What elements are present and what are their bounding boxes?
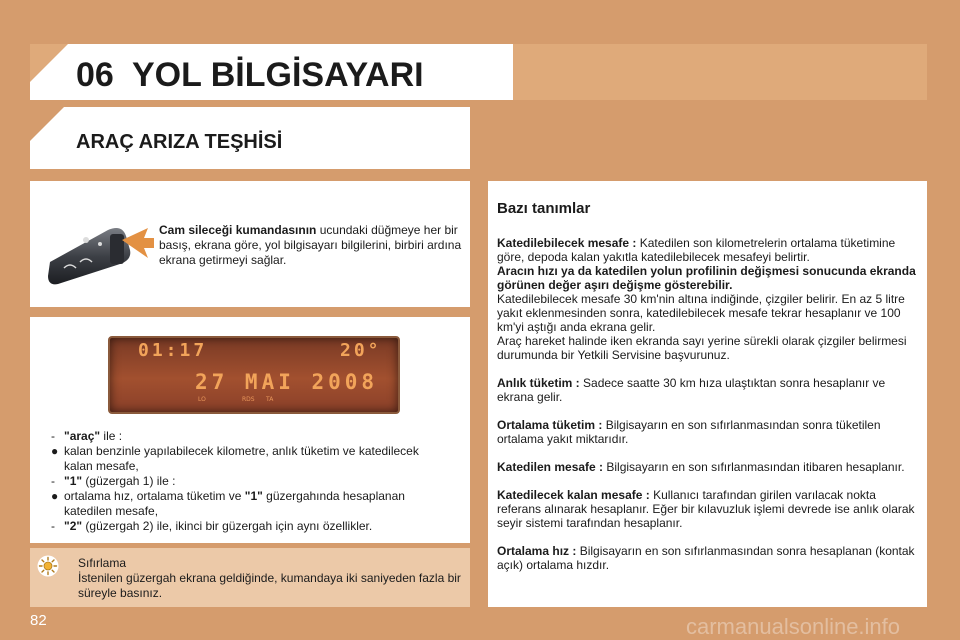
display-indicator-rds: RDS <box>242 396 255 403</box>
chapter-title: YOL BİLGİSAYARI <box>132 56 424 94</box>
list-item: ● kalan benzinle yapılabilecek kilometre, anlık tüketim ve katedilecek <box>51 444 419 458</box>
definition-item: Ortalama hız : Bilgisayarın en son sıfırlanmasından sonra hesaplanan (kontak açık) ortalama hızdır. <box>497 544 915 572</box>
definition-item: Katedilecek kalan mesafe : Kullanıcı tarafından girilen varılacak nokta referans alınarak hesaplanır. Eğer bir kılavuzluk işlemi devrede ise anlık olarak seyir sistemi tarafından hesaplanır. <box>497 488 915 530</box>
mode-list <box>51 429 461 534</box>
page-number: 82 <box>30 612 47 629</box>
display-time: 01:17 <box>138 340 208 361</box>
definitions-heading: Bazı tanımlar <box>497 200 591 217</box>
display-date: 27 MAI 2008 <box>195 370 379 394</box>
definition-item: Anlık tüketim : Sadece saatte 30 km hıza ulaştıktan sonra hesaplanır ve ekrana gelir. <box>497 376 886 404</box>
display-temperature: 20° <box>340 340 382 361</box>
reset-note <box>78 556 468 601</box>
definition-item: Ortalama tüketim : Bilgisayarın en son sıfırlanmasından sonra tüketilen ortalama yakıt miktarıdır. <box>497 418 881 446</box>
sun-icon <box>37 555 59 577</box>
list-item: ● ortalama hız, ortalama tüketim ve "1" güzergahında hesaplanan <box>51 489 405 503</box>
reset-note-title: Sıfırlama <box>78 556 127 570</box>
reset-note-text: İstenilen güzergah ekrana geldiğinde, kumandaya iki saniyeden fazla bir süreyle basınız. <box>78 571 461 600</box>
section-title: ARAÇ ARIZA TEŞHİSİ <box>76 131 283 153</box>
display-indicator-ta: TA <box>266 396 274 403</box>
display-indicator-lo: LO <box>198 396 206 403</box>
list-item-continuation: kalan mesafe, <box>64 459 139 473</box>
wiper-stalk-icon <box>46 222 156 288</box>
definition-item: Katedilen mesafe : Bilgisayarın en son sıfırlanmasından itibaren hesaplanır. <box>497 460 905 474</box>
chapter-number: 06 <box>76 56 114 94</box>
definition-item: Katedilebilecek mesafe : Katedilen son kilometrelerin ortalama tüketimine göre, depoda kalan yakıtla katedilebilecek mesafeyi belirtir. Aracın hızı ya da katedilen yolun profilinin değişmesi sonucunda ekranda görünen değer aşırı değişme gösterebilir. Katedilebilecek mesafe 30 km'nin altına indiğinde, çizgiler belirir. En az 5 litre yakıt eklenmesinden sonra, katedilebilecek mesafe tekrar hesaplanır ve 100 km'yi aştığı anda ekrana gelir. Araç hareket halinde iken ekranda sayı yerine sürekli olarak çizgiler belirmesi durumunda bir Yetkili Servisine başvurunuz. <box>497 236 916 362</box>
list-item: - "araç" ile : <box>51 429 123 443</box>
list-item: - "1" (güzergah 1) ile : <box>51 474 176 488</box>
list-item: - "2" (güzergah 2) ile, ikinci bir güzergah için aynı özellikler. <box>51 519 373 533</box>
watermark: carmanualsonline.info <box>686 614 901 639</box>
list-item-continuation: katedilen mesafe, <box>64 504 159 518</box>
stalk-description: Cam sileceği kumandasının ucundaki düğmeye her bir basış, ekrana göre, yol bilgisayarı bilgilerini, birbiri ardına ekrana getirmeyi sağlar. <box>159 223 462 267</box>
definitions-body <box>497 236 919 586</box>
